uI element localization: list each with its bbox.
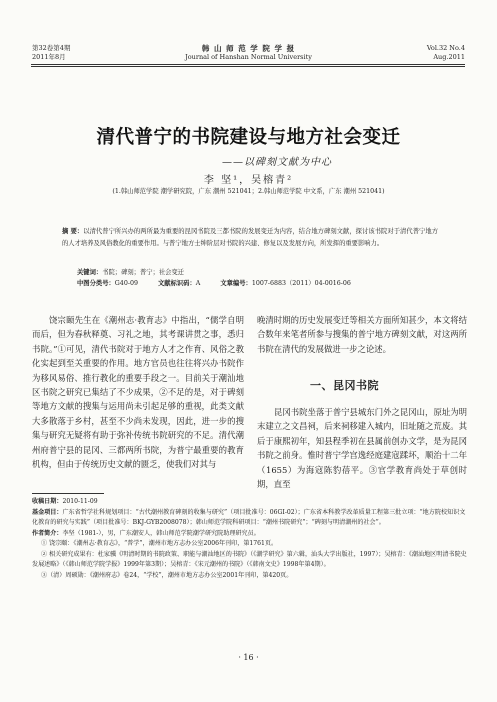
classification-line — [77, 278, 351, 287]
body-column-right-top — [257, 313, 467, 356]
header-rule-thin — [31, 66, 465, 67]
article-authors: 李 坚¹，吴榕青² — [203, 175, 294, 186]
keywords-label: 关键词： — [77, 269, 103, 276]
clc-value: G40-09 — [114, 280, 138, 287]
received-value: 2010-11-09 — [62, 498, 98, 505]
doc-code-label: 文献标识码： — [157, 280, 196, 287]
section-heading: 一、昆冈书院 — [310, 379, 379, 392]
keywords — [77, 267, 184, 276]
page-number: · 16 · — [238, 653, 259, 662]
article-id-value: 1007-6883（2011）04-0016-06 — [251, 280, 351, 287]
article-subtitle: ——以碑刻文献为中心 — [222, 157, 332, 168]
doc-code-value: A — [195, 280, 201, 287]
journal-name-cn: 韩 山 师 范 学 院 学 报 — [201, 44, 296, 53]
body-column-right-bottom — [257, 405, 467, 491]
header-issue-en — [427, 44, 465, 62]
header-volume: 第32卷第4期 — [32, 44, 71, 52]
footnote-1: ① 饶宗颐：《潮州志·教育志》，“普学”，潮州市地方志办公室2006年刊印，第1761页。 — [41, 540, 278, 547]
received-date — [32, 497, 467, 508]
fund-text: 广东省哲学社科规划项目：“古代潮州教育碑刻的收集与研究”（项目批准号：06GI-02）；广东省本科教学改革质量工程第三批立项：“地方院校知识文化教育的研究与实践”（项目批准号：BKJ-GYB2008078）；韩山师范学院科研项目：“潮州书院研究”；“碑刻与明清潮州的社会”。 — [32, 508, 466, 526]
fund-info — [32, 508, 467, 529]
footnote-3: ③（清）周硕勋：《潮州府志》卷24，“学校”，潮州市地方志办公室2001年刊印，第420页。 — [41, 571, 293, 579]
header-rule — [31, 64, 465, 65]
article-title: 清代普宁的书院建设与地方社会变迁 — [96, 127, 401, 148]
abstract-text: 以清代普宁所兴办的两所最为重要的昆冈书院及三都书院的发展变迁为内容，结合地方碑刻文献，探讨该书院对于清代普宁地方的人才培养及风俗教化的重要作用。与普宁地方士绅阶层对书院的兴建、修复以及发展方向，所发挥的重要影响力。 — [62, 228, 439, 247]
body-paragraph: 昆冈书院坐落于普宁县城东门外之昆冈山，原址为明末建立之文昌祠，后来祠移建入城内，旧址随之荒废。其后于康熙初年，知县程季初在县属前创办文学，是为昆冈书院之前身。惟时普宁学宫逸经庭建寇蹂坏，顺治十二年（1655）为海寇陈豹蓓平。③官学教育尚处于草创时期，直至 — [257, 407, 467, 490]
author-bio — [32, 529, 467, 540]
article-id-label: 文章编号： — [220, 280, 252, 287]
abstract — [62, 226, 438, 249]
fund-label: 基金项目： — [32, 508, 63, 516]
footnote-separator — [32, 493, 104, 494]
header-date: 2011年8月 — [32, 53, 66, 61]
journal-name-en: Journal of Hanshan Normal University — [185, 53, 312, 61]
header-journal — [0, 44, 497, 62]
abstract-label: 摘 要： — [62, 228, 84, 235]
body-paragraph: 饶宗颐先生在《潮州志·教育志》中指出，“儒学自明而后，但为春秋释奠、习礼之地，其考课讲贯之事，悉归书院。”①可见，清代书院对于地方人才之作育、风俗之教化实起到至关重要的作用。地方官员也往往将兴办书院作为移风易俗、推行教化的重要手段之一。目前关于潮汕地区书院之研究已集结了不少成果，②不足的是，对于碑刻等地方文献的搜集与运用尚未引起足够的重视，此类文献大多散落于乡村，甚至不少尚未发现，因此，进一步的搜集与研究无疑将有助于弥补传统书院研究的不足。清代潮州府普宁县的昆冈、三都两所书院，为普宁最重要的教育机构，但由于传统历史文献的匮乏，使我们对其与 — [32, 315, 244, 470]
keywords-text: 书院；碑刻；普宁；社会变迁 — [102, 269, 185, 276]
author-bio-label: 作者简介： — [32, 529, 63, 537]
clc-label: 中图分类号： — [77, 280, 115, 287]
footnote-2: ② 相关研究成果有：杜家骥《明清时期的书院政策、职能与潮汕地区的书院》（《潮学研究》第六辑，汕头大学出版社，1997）；吴榕青：《潮汕地区明清书院史发展述略》（《韩山师范学院学报》1999年第3期）；吴榕青：《宋元潮州的书院》（《韩南文史》1998年第4期）。 — [32, 550, 467, 568]
body-column-left — [32, 313, 244, 471]
author-affiliation: (1.韩山师范学院 潮学研究院，广东 潮州 521041；2.韩山师范学院 中文系，广东 潮州 521041) — [112, 188, 385, 195]
header-volume-en: Vol.32 No.4 — [426, 44, 465, 52]
body-paragraph: 晚清时期的历史发展变迁等相关方面所知甚少，本文将结合数年来笔者所参与搜集的普宁地方碑刻文献，对这两所书院在清代的发展做进一步之论述。 — [257, 315, 467, 354]
header-date-en: Aug.2011 — [433, 53, 465, 61]
footnotes — [32, 497, 467, 581]
author-bio-text: 李坚（1981-），男，广东潮安人，韩山师范学院潮学研究院助理研究员。 — [62, 529, 260, 537]
received-label: 收稿日期： — [32, 498, 63, 505]
